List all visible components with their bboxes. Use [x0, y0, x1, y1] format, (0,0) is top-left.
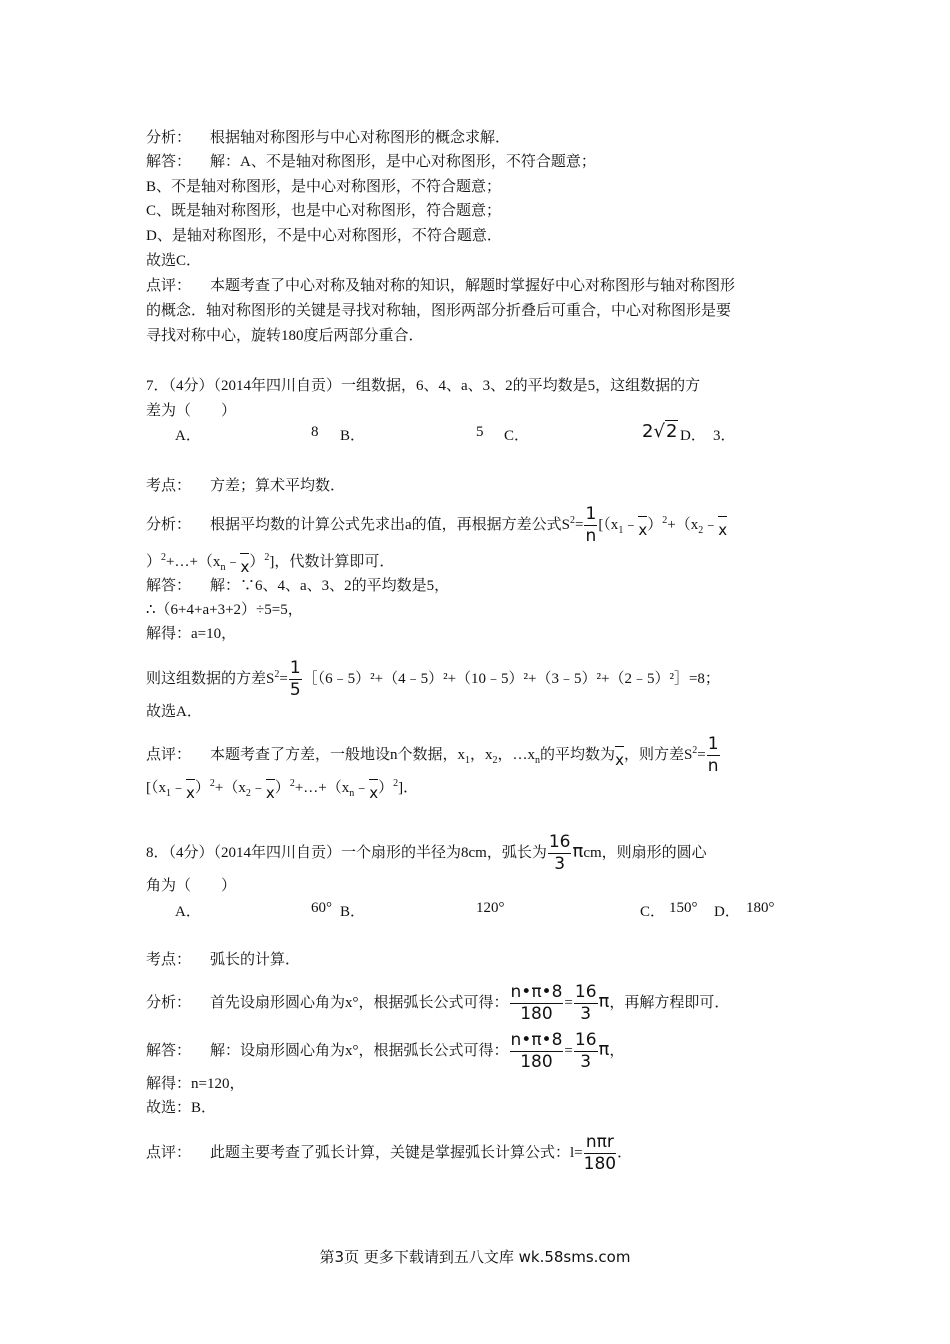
q7-point-line — [146, 476, 345, 496]
q7-answer-line: 解答： 解：∵6、4、a、3、2的平均数是5， — [146, 578, 450, 594]
q7-analysis-line2: ）$^2+\dots+(x_n﹣x)^2$]，代数计算即可． — [146, 552, 395, 576]
q8-option-d-value: 180° — [746, 900, 775, 916]
q7-option-d-label: D． — [680, 428, 706, 444]
q7-option-d-value: 3． — [713, 428, 736, 444]
point-text: 方差；算术平均数． — [210, 478, 346, 494]
q8-option-b-label: B． — [340, 904, 366, 920]
q8-answer-line: 解答： 解：设扇形圆心角为x°，根据弧长公式可得： $\frac{n•\pi•8}{180}$ = $\frac{16}{3}$ π， — [146, 1030, 625, 1072]
analysis-label: 分析： — [146, 130, 192, 146]
fraction-16-over-3: $\frac{16}{3}$ — [574, 982, 597, 1024]
q6-answer-choice: 故选C． — [146, 253, 202, 269]
fraction-arc-length: nπr 180 — [583, 1132, 617, 1174]
q6-answer-line — [146, 152, 596, 172]
fraction-one-over-n: $\frac{1}{n}$ — [585, 504, 597, 546]
q8-answer-3: 故选：B． — [146, 1100, 217, 1116]
x-bar: x — [186, 779, 195, 803]
x-bar: x — [638, 516, 647, 540]
answer-label: 解答： — [146, 154, 192, 170]
q8-point-line — [146, 950, 300, 970]
q7-answer-3: 解得：a=10， — [146, 626, 237, 642]
q8-option-d-label: D． — [714, 904, 740, 920]
q6-answer-c: C、既是轴对称图形，也是中心对称图形，符合题意； — [146, 203, 502, 219]
q7-comment-line2: $[(x_1﹣x)^2+(x_2﹣x)^2+\dots+(x_n﹣x)^2]$． — [146, 778, 419, 802]
page-footer: 第3页 更多下载请到五八文库 wk.58sms.com — [319, 1248, 631, 1266]
q6-answer-d: D、是轴对称图形，不是中心对称图形，不符合题意． — [146, 228, 502, 244]
analysis-text: 根据轴对称图形与中心对称图形的概念求解． — [210, 130, 511, 146]
q7-option-b-label: B． — [340, 428, 366, 444]
x-bar: x — [369, 779, 378, 803]
q6-analysis-line — [146, 128, 510, 148]
q6-comment-line — [146, 276, 735, 296]
q7-answer-5: 故选A． — [146, 704, 202, 720]
analysis-label: 分析： — [146, 516, 192, 533]
q7-comment-line: 点评： 本题考查了方差，一般地设n个数据，$x_1$，$x_2$，$\dots x_n$的平均数为x，则方差$S^2=$ $\frac{1}{n}$ — [146, 734, 719, 776]
q7-stem-2: 差为（ ） — [146, 403, 237, 419]
point-label: 考点： — [146, 952, 192, 968]
q8-stem-1: 8．（4分）（2014年四川自贡）一个扇形的半径为8cm，弧长为 $\frac{16}{3}$ πcm，则扇形的圆心 — [146, 832, 707, 874]
q8-stem-2: 角为（ ） — [146, 878, 237, 894]
x-bar: x — [266, 779, 275, 803]
analysis-label: 分析： — [146, 994, 192, 1011]
q6-comment-2: 的概念．轴对称图形的关键是寻找对称轴，图形两部分折叠后可重合，中心对称图形是要 — [146, 303, 732, 319]
x-bar: x — [615, 746, 624, 770]
q8-option-c-label: C． — [640, 904, 666, 920]
q8-option-a-label: A． — [175, 904, 201, 920]
q7-stem-1: 7．（4分）（2014年四川自贡）一组数据，6、4、a、3、2的平均数是5，这组数据的方 — [146, 378, 701, 394]
comment-label: 点评： — [146, 746, 192, 763]
q7-option-a-label: A． — [175, 428, 201, 444]
q8-option-b-value: 120° — [476, 900, 505, 916]
q7-answer-4: 则这组数据的方差$S^2=$ $\frac{1}{5}$ ［（6﹣5）²+（4﹣5）²+（10﹣5）²+（3﹣5）²+（2﹣5）²］=8； — [146, 658, 720, 700]
point-label: 考点： — [146, 478, 192, 494]
answer-label: 解答： — [146, 578, 192, 594]
q7-analysis-line: 分析： 根据平均数的计算公式先求出a的值，再根据方差公式$S^2=$ $\frac{1}{n}$ [$(x_1﹣x)^2+(x_2﹣x$ — [146, 504, 728, 546]
q8-analysis-line: 分析： 首先设扇形圆心角为x°，根据弧长公式可得： $\frac{n•\pi•8}{180}$ = $\frac{16}{3}$ π，再解方程即可． — [146, 982, 730, 1024]
q7-option-b-value: 5 — [476, 424, 484, 440]
q8-option-c-value: 150° — [669, 900, 698, 916]
q8-option-a-value: 60° — [311, 900, 332, 916]
point-text: 弧长的计算． — [210, 952, 301, 968]
q8-answer-2: 解得：n=120， — [146, 1076, 245, 1092]
fraction-one-over-n: $\frac{1}{n}$ — [707, 734, 719, 776]
fraction-arc-formula: $\frac{n•\pi•8}{180}$ — [510, 982, 563, 1024]
fraction-one-over-five: $\frac{1}{5}$ — [289, 658, 301, 700]
fraction-arc-formula: $\frac{n•\pi•8}{180}$ — [510, 1030, 563, 1072]
q6-answer-b: B、不是轴对称图形，是中心对称图形，不符合题意； — [146, 179, 502, 195]
q6-comment-3: 寻找对称中心，旋转180度后两部分重合． — [146, 328, 424, 344]
comment-label: 点评： — [146, 278, 192, 294]
x-bar: x — [718, 516, 727, 540]
answer-label: 解答： — [146, 1042, 192, 1059]
fraction-16-over-3: $\frac{16}{3}$ — [574, 1030, 597, 1072]
q8-comment-line: 点评： 此题主要考查了弧长计算，关键是掌握弧长计算公式：l= nπr 180 ． — [146, 1132, 633, 1174]
q7-option-c-label: C． — [504, 428, 530, 444]
comment-label: 点评： — [146, 1144, 192, 1161]
comment-text: 本题考查了中心对称及轴对称的知识，解题时掌握好中心对称图形与轴对称图形 — [210, 278, 736, 294]
fraction-16-over-3: $\frac{16}{3}$ — [548, 832, 571, 874]
q7-answer-2: ∴（6+4+a+3+2）÷5=5， — [146, 602, 303, 618]
answer-text: 解：A、不是轴对称图形，是中心对称图形，不符合题意； — [210, 154, 596, 170]
q7-option-a-value: 8 — [311, 424, 319, 440]
q7-option-c-value: 2√2 — [642, 421, 678, 442]
x-bar: x — [240, 553, 249, 577]
